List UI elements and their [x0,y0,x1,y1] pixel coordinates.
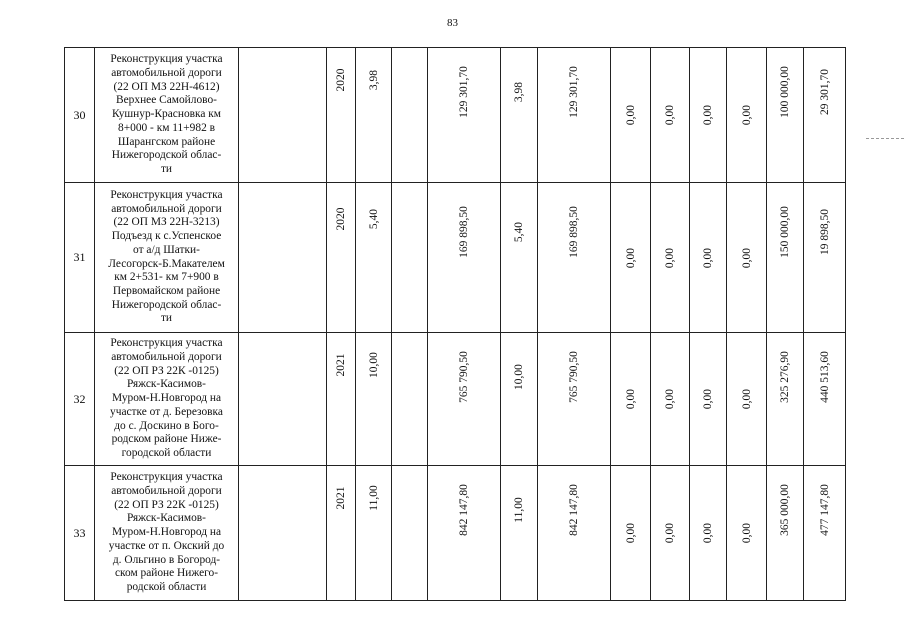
zero-value: 0,00 [702,388,714,410]
length-value: 5,40 [367,208,380,229]
zero-value: 0,00 [740,247,753,268]
description-line: 8+000 - км 11+982 в [118,121,215,134]
regional-funds-value: 19 898,50 [818,209,831,256]
description-line: Муром-Н.Новгород на [111,392,222,405]
description-line: от а/д Шатки- [133,243,200,256]
zero1-cell [611,466,651,601]
description-line: автомобильной дороги [111,351,222,364]
federal-funds-cell [767,333,804,466]
federal-funds-cell [767,183,804,333]
row-number: 33 [65,466,95,601]
year-cell [327,183,356,333]
row-number: 32 [65,333,95,466]
zero-value: 0,00 [702,522,714,544]
total-cost-cell [428,183,501,333]
empty-cell [392,333,428,466]
year-cell [327,466,356,601]
zero3-cell [690,183,727,333]
length-value: 3,98 [367,70,380,91]
description-line: автомобильной дороги [111,485,222,498]
zero-value: 0,00 [664,522,676,544]
description-line: (22 ОП РЗ 22К -0125) [114,364,219,377]
description-line: ском районе Нижего- [114,567,219,580]
zero1-cell [611,48,651,183]
road-reconstruction-table [64,47,846,601]
description-line: Подъезд к с.Успенское [111,230,222,243]
description-line: Муром-Н.Новгород на [111,526,222,539]
length-cell [356,48,392,183]
regional-funds-cell [804,183,846,333]
total-cost-cell [428,333,501,466]
empty-cell [392,48,428,183]
year-value: 2020 [335,207,347,231]
description-line: Верхнее Самойлово- [116,94,217,107]
total2-value: 129 301,70 [568,66,580,119]
row-number: 31 [65,183,95,333]
description-line: Первомайском районе [112,284,221,297]
object-description [95,466,239,601]
zero-value: 0,00 [624,522,637,544]
description-line: (22 ОП МЗ 22Н-4612) [113,80,220,93]
page-number: 83 [447,17,458,29]
year-cell [327,333,356,466]
zero4-cell [727,48,767,183]
length-value: 10,00 [367,351,380,378]
description-line: родской области [126,580,207,593]
federal-funds-value: 100 000,00 [779,66,791,119]
length-value: 11,00 [367,485,380,511]
length2-cell [501,466,538,601]
zero1-cell [611,333,651,466]
regional-funds-cell [804,466,846,601]
regional-funds-value: 477 147,80 [818,484,831,537]
zero4-cell [727,333,767,466]
empty-cell [392,183,428,333]
description-line: Реконструкция участка [110,471,223,484]
length2-value: 5,40 [513,222,525,243]
description-line: Ряжск-Касимов- [127,378,206,391]
total2-value: 169 898,50 [568,206,580,259]
margin-mark [866,138,904,139]
regional-funds-cell [804,333,846,466]
description-line: Лесогорск-Б.Макателем [108,257,225,270]
zero3-cell [690,333,727,466]
description-line: ти [160,312,173,325]
regional-funds-value: 440 513,60 [818,350,831,403]
length2-cell [501,333,538,466]
zero-value: 0,00 [624,247,637,268]
description-line: участке от д. Березовка [110,405,223,418]
description-line: Реконструкция участка [110,337,223,350]
zero4-cell [727,466,767,601]
length-cell [356,333,392,466]
federal-funds-cell [767,466,804,601]
object-description [95,333,239,466]
zero2-cell [651,466,690,601]
description-line: ти [160,162,173,175]
length2-value: 11,00 [513,497,525,523]
description-line: родском районе Ниже- [111,433,222,446]
total2-cell [538,183,611,333]
zero4-cell [727,183,767,333]
description-line: (22 ОП МЗ 22Н-3213) [113,216,220,229]
description-line: автомобильной дороги [111,67,222,80]
length2-value: 3,98 [513,82,525,103]
zero-value: 0,00 [702,104,714,126]
description-line: Реконструкция участка [110,53,223,66]
federal-funds-cell [767,48,804,183]
federal-funds-value: 325 276,90 [779,350,791,403]
description-line: Реконструкция участка [110,188,223,201]
description-line: км 2+531- км 7+900 в [114,271,219,284]
total2-value: 842 147,80 [568,484,580,537]
empty-cell [239,183,327,333]
row-number: 30 [65,48,95,183]
empty-cell [392,466,428,601]
total2-cell [538,466,611,601]
zero-value: 0,00 [664,388,676,410]
length-cell [356,183,392,333]
description-line: Нижегородской облас- [111,149,222,162]
description-line: Нижегородской облас- [111,298,222,311]
length2-cell [501,48,538,183]
description-line: автомобильной дороги [111,202,222,215]
object-description [95,183,239,333]
empty-cell [239,48,327,183]
zero-value: 0,00 [740,522,753,544]
regional-funds-cell [804,48,846,183]
table-row [65,466,846,601]
federal-funds-value: 150 000,00 [779,206,791,259]
zero-value: 0,00 [740,388,753,410]
description-line: д. Ольгино в Богород- [112,553,221,566]
zero-value: 0,00 [624,104,637,126]
federal-funds-value: 365 000,00 [779,484,791,537]
object-description [95,48,239,183]
table-row [65,48,846,183]
total-cost-value: 765 790,50 [458,350,470,403]
year-value: 2021 [335,353,347,377]
zero3-cell [690,48,727,183]
total-cost-cell [428,48,501,183]
empty-cell [239,333,327,466]
total2-cell [538,333,611,466]
description-line: Шарангском районе [117,135,216,148]
total-cost-value: 129 301,70 [458,66,470,119]
description-line: (22 ОП РЗ 22К -0125) [114,498,219,511]
zero-value: 0,00 [664,104,676,126]
empty-cell [239,466,327,601]
total2-value: 765 790,50 [568,350,580,403]
year-value: 2021 [335,486,347,510]
total-cost-value: 169 898,50 [458,206,470,259]
length-cell [356,466,392,601]
table-row [65,333,846,466]
total-cost-value: 842 147,80 [458,484,470,537]
zero2-cell [651,183,690,333]
description-line: городской области [121,446,212,459]
zero2-cell [651,48,690,183]
total2-cell [538,48,611,183]
table-row [65,183,846,333]
zero-value: 0,00 [664,247,676,268]
zero-value: 0,00 [624,388,637,410]
length2-cell [501,183,538,333]
description-line: Ряжск-Касимов- [127,512,206,525]
total-cost-cell [428,466,501,601]
year-cell [327,48,356,183]
zero1-cell [611,183,651,333]
description-line: участке от п. Окский до [108,539,225,552]
year-value: 2020 [335,68,347,92]
regional-funds-value: 29 301,70 [818,69,831,116]
zero-value: 0,00 [740,104,753,126]
description-line: до с. Доскино в Бого- [114,419,219,432]
zero3-cell [690,466,727,601]
length2-value: 10,00 [513,363,525,390]
zero-value: 0,00 [702,247,714,268]
zero2-cell [651,333,690,466]
description-line: Кушнур-Красновка км [111,108,222,121]
